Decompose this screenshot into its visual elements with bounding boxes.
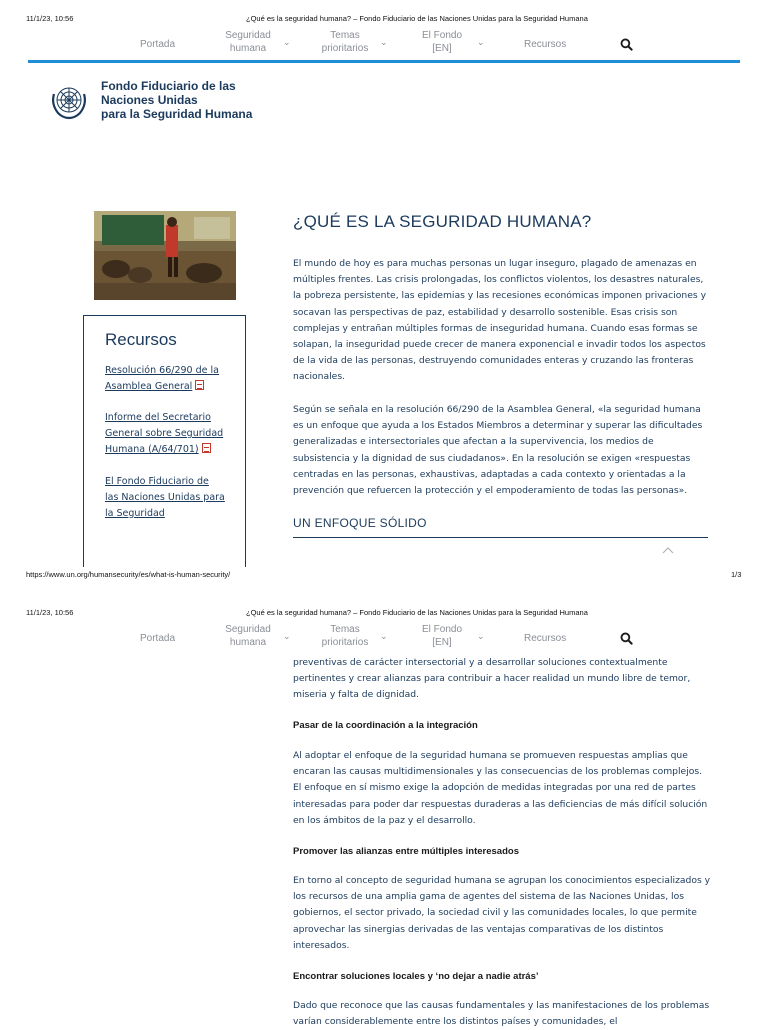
search-icon[interactable] — [620, 632, 633, 645]
paragraph-soluciones-locales: Dado que reconoce que las causas fundamentales y las manifestaciones de los problemas varían considerablemente entre los distintos países y comunidades, el — [293, 1000, 710, 1028]
resources-box — [83, 315, 246, 567]
print-datetime: 11/1/23, 10:56 — [26, 608, 74, 617]
nav-seguridad-humana[interactable]: Seguridad humana — [225, 624, 271, 648]
section-heading-enfoque: UN ENFOQUE SÓLIDO — [293, 516, 427, 530]
print-title: ¿Qué es la seguridad humana? – Fondo Fiduciario de las Naciones Unidas para la Seguridad Humana — [246, 608, 588, 617]
nav-seguridad-humana[interactable]: Seguridad humana — [225, 30, 271, 54]
intro-paragraph: El mundo de hoy es para muchas personas un lugar inseguro, plagado de amenazas en múltiples frentes. Las crisis prolongadas, los conflictos violentos, los desastres naturales, la pobreza persistente, las epidemias y las recesiones económicas imponen privaciones y socavan las perspectivas de paz, estabilidad y desarrollo sostenible. Esas crisis son complejas y entrañan múltiples formas de inseguridad humana. Cuando esas formas se solapan, la inseguridad puede crecer de manera exponencial e invadir todos los aspectos de la vida de las personas, destruyendo comunidades enteras y cruzando las fronteras nacionales. — [293, 258, 707, 383]
classroom-photo — [94, 211, 236, 300]
resource-link-fondo[interactable]: El Fondo Fiduciario de las Naciones Unidas para la Seguridad — [105, 476, 225, 519]
nav-el-fondo[interactable]: El Fondo [EN] — [421, 624, 463, 648]
chevron-down-icon[interactable]: ⌄ — [477, 37, 485, 47]
heading-soluciones-locales: Encontrar soluciones locales y ‘no dejar a nadie atrás’ — [293, 971, 539, 982]
nav-temas-prioritarios[interactable]: Temas prioritarios — [321, 30, 369, 54]
page-title: ¿QUÉ ES LA SEGURIDAD HUMANA? — [293, 212, 592, 231]
chevron-down-icon[interactable]: ⌄ — [380, 631, 388, 641]
print-title: ¿Qué es la seguridad humana? – Fondo Fiduciario de las Naciones Unidas para la Seguridad Humana — [246, 14, 588, 23]
chevron-down-icon[interactable]: ⌄ — [380, 37, 388, 47]
nav-portada[interactable]: Portada — [140, 39, 176, 50]
section-divider — [293, 537, 708, 538]
chevron-up-icon[interactable] — [662, 546, 674, 554]
print-page-number: 1/3 — [731, 570, 742, 579]
print-url: https://www.un.org/humansecurity/es/what-is-human-security/ — [26, 570, 231, 579]
print-datetime: 11/1/23, 10:56 — [26, 14, 74, 23]
paragraph-coordinacion: Al adoptar el enfoque de la seguridad humana se promueven respuestas amplias que encaran las causas multidimensionales y las consecuencias de los problemas complejos. El enfoque en sí mismo exige la adopción de medidas integradas por una red de partes interesadas para poder dar respuestas duraderas a las deficiencias de más difícil solución en los ámbitos de la paz y el desarrollo. — [293, 750, 708, 826]
nav-el-fondo[interactable]: El Fondo [EN] — [421, 30, 463, 54]
search-icon[interactable] — [620, 38, 633, 51]
nav-temas-prioritarios[interactable]: Temas prioritarios — [321, 624, 369, 648]
heading-coordinacion: Pasar de la coordinación a la integración — [293, 720, 478, 731]
chevron-down-icon[interactable]: ⌄ — [283, 37, 291, 47]
resources-title: Recursos — [105, 330, 177, 349]
un-emblem-icon[interactable] — [48, 80, 90, 122]
heading-alianzas: Promover las alianzas entre múltiples interesados — [293, 846, 519, 857]
pdf-icon — [195, 380, 204, 390]
continued-paragraph: preventivas de carácter intersectorial y a desarrollar soluciones contextualmente pertinentes y crear alianzas para contribuir a hacer realidad un mundo libre de temor, miseria y falta de dignidad. — [293, 657, 691, 701]
header-accent-bar — [28, 60, 740, 63]
resource-link-resolucion[interactable]: Resolución 66/290 de la Asamblea General — [105, 365, 219, 392]
resolution-paragraph: Según se señala en la resolución 66/290 de la Asamblea General, «la seguridad humana es un enfoque que ayuda a los Estados Miembros a determinar y superar las dificultades generalizadas e intersectoriales que afectan a la supervivencia, los medios de subsistencia y la dignidad de sus ciudadanos». En la resolución se exigen «respuestas centradas en las personas, exhaustivas, adaptadas a cada contexto y orientadas a la prevención que refuercen la protección y el empoderamiento de todas las personas». — [293, 404, 703, 497]
nav-recursos[interactable]: Recursos — [524, 633, 567, 644]
chevron-down-icon[interactable]: ⌄ — [283, 631, 291, 641]
nav-recursos[interactable]: Recursos — [524, 39, 567, 50]
pdf-icon — [202, 443, 211, 453]
paragraph-alianzas: En torno al concepto de seguridad humana se agrupan los conocimientos especializados y los recursos de una amplia gama de agentes del sistema de las Naciones Unidas, los gobiernos, el sector privado, la sociedad civil y las comunidades locales, lo que permite aprovechar las sinergias derivadas de las ventajas comparativas de los distintos interesados. — [293, 875, 711, 951]
chevron-down-icon[interactable]: ⌄ — [477, 631, 485, 641]
site-logo[interactable]: Fondo Fiduciario de las Naciones Unidas para la Seguridad Humana — [101, 79, 253, 121]
resource-link-informe[interactable]: Informe del Secretario General sobre Seguridad Humana (A/64/701) — [105, 412, 224, 455]
nav-portada[interactable]: Portada — [140, 633, 176, 644]
